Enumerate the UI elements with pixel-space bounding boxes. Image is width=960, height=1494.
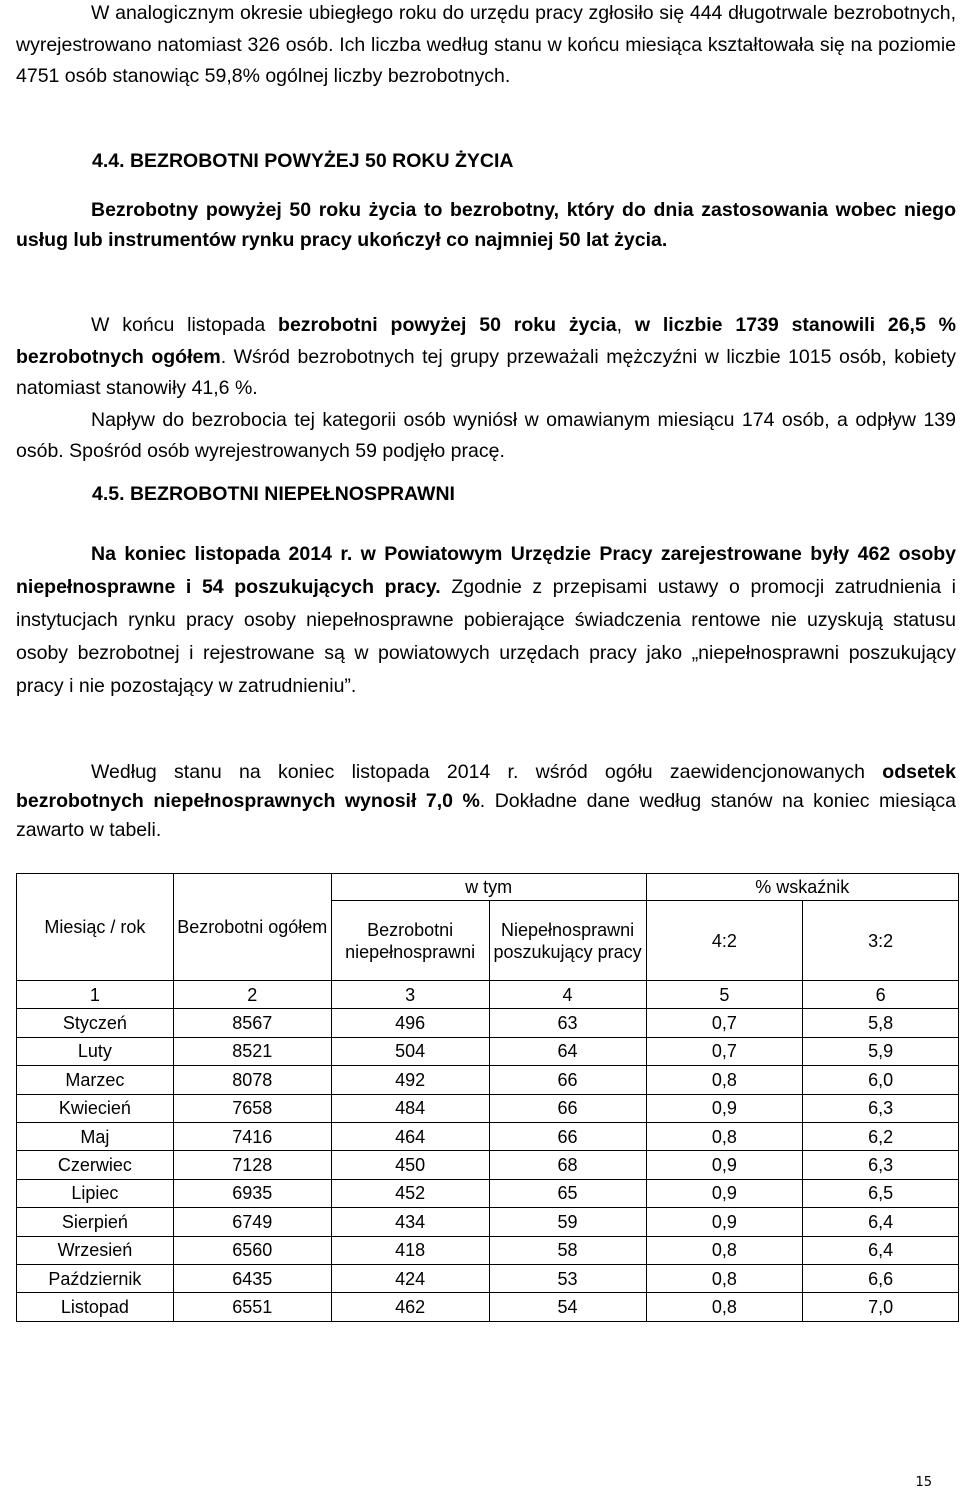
header-total: Bezrobotni ogółem xyxy=(173,874,331,981)
value-cell: 8078 xyxy=(173,1066,331,1094)
column-number: 4 xyxy=(489,981,646,1009)
value-cell: 63 xyxy=(489,1009,646,1037)
value-cell: 66 xyxy=(489,1094,646,1122)
inflow-paragraph: Napływ do bezrobocia tej kategorii osób wyniósł w omawianym miesiącu 174 osób, a odpływ 139 osób. Spośród osób wyrejestrowanych 59 podjęło pracę. xyxy=(16,408,956,462)
disabled-paragraph xyxy=(16,538,956,703)
value-cell: 6,2 xyxy=(803,1122,959,1150)
value-cell: 450 xyxy=(331,1151,489,1179)
over50-text-b: bezrobotni powyżej 50 roku życia xyxy=(278,314,617,336)
table-body xyxy=(17,981,959,1322)
month-cell: Sierpień xyxy=(17,1208,174,1236)
value-cell: 418 xyxy=(331,1236,489,1264)
page-number: 15 xyxy=(915,1475,932,1490)
value-cell: 424 xyxy=(331,1264,489,1292)
column-number: 1 xyxy=(17,981,174,1009)
table-row xyxy=(17,1009,959,1037)
header-ratio-3-2: 3:2 xyxy=(803,901,959,981)
percentage-text-a: Według stanu na koniec listopada 2014 r. wśród ogółu zaewidencjonowanych xyxy=(91,761,883,783)
value-cell: 65 xyxy=(489,1179,646,1207)
value-cell: 6551 xyxy=(173,1293,331,1321)
value-cell: 5,9 xyxy=(803,1037,959,1065)
section-heading-4-5: 4.5. BEZROBOTNI NIEPEŁNOSPRAWNI xyxy=(92,483,455,505)
header-w-tym: w tym xyxy=(331,874,646,901)
header-month: Miesiąc / rok xyxy=(17,874,174,981)
value-cell: 53 xyxy=(489,1264,646,1292)
table-row xyxy=(17,1094,959,1122)
table-row xyxy=(17,1264,959,1292)
value-cell: 504 xyxy=(331,1037,489,1065)
value-cell: 0,8 xyxy=(646,1066,803,1094)
table-row xyxy=(17,1208,959,1236)
over50-text-d: w liczbie 1739 stanowili 26,5 % bezrobotnych ogółem xyxy=(16,314,956,368)
value-cell: 434 xyxy=(331,1208,489,1236)
month-cell: Lipiec xyxy=(17,1179,174,1207)
table-row xyxy=(17,1122,959,1150)
month-cell: Październik xyxy=(17,1264,174,1292)
percentage-section xyxy=(16,758,956,845)
value-cell: 6,5 xyxy=(803,1179,959,1207)
value-cell: 68 xyxy=(489,1151,646,1179)
value-cell: 54 xyxy=(489,1293,646,1321)
table-row xyxy=(17,1151,959,1179)
column-numbers-row xyxy=(17,981,959,1009)
value-cell: 452 xyxy=(331,1179,489,1207)
value-cell: 464 xyxy=(331,1122,489,1150)
value-cell: 0,8 xyxy=(646,1264,803,1292)
value-cell: 66 xyxy=(489,1066,646,1094)
column-number: 6 xyxy=(803,981,959,1009)
value-cell: 58 xyxy=(489,1236,646,1264)
value-cell: 0,9 xyxy=(646,1094,803,1122)
value-cell: 0,7 xyxy=(646,1009,803,1037)
value-cell: 0,9 xyxy=(646,1208,803,1236)
percentage-paragraph xyxy=(16,758,956,845)
month-cell: Listopad xyxy=(17,1293,174,1321)
percentage-text-c: . Dokładne dane według stanów na koniec miesiąca zawarto w tabeli. xyxy=(16,790,956,841)
column-number: 2 xyxy=(173,981,331,1009)
definition-paragraph: Bezrobotny powyżej 50 roku życia to bezrobotny, który do dnia zastosowania wobec niego usług lub instrumentów rynku pracy ukończył co najmniej 50 lat życia. xyxy=(16,199,956,251)
over50-paragraph xyxy=(16,310,956,405)
value-cell: 5,8 xyxy=(803,1009,959,1037)
intro-section xyxy=(16,0,956,93)
value-cell: 6435 xyxy=(173,1264,331,1292)
value-cell: 6,6 xyxy=(803,1264,959,1292)
intro-paragraph: W analogicznym okresie ubiegłego roku do urzędu pracy zgłosiło się 444 długotrwale bezrobotnych, wyrejestrowano natomiast 326 osób. Ich liczba według stanu w końcu miesiąca kształtowała się na poziomie 4751 osób stanowiąc 59,8% ogólnej liczby bezrobotnych. xyxy=(16,2,956,87)
value-cell: 0,8 xyxy=(646,1122,803,1150)
over50-text-e: . Wśród bezrobotnych tej grupy przeważali mężczyźni w liczbie 1015 osób, kobiety natomiast stanowiły 41,6 %. xyxy=(16,345,956,399)
value-cell: 6935 xyxy=(173,1179,331,1207)
table-row xyxy=(17,1293,959,1321)
column-number: 5 xyxy=(646,981,803,1009)
month-cell: Kwiecień xyxy=(17,1094,174,1122)
table-row xyxy=(17,1236,959,1264)
value-cell: 7128 xyxy=(173,1151,331,1179)
value-cell: 7416 xyxy=(173,1122,331,1150)
value-cell: 0,9 xyxy=(646,1179,803,1207)
header-seeking: Niepełnosprawni poszukujący pracy xyxy=(489,901,646,981)
value-cell: 496 xyxy=(331,1009,489,1037)
header-ratio-4-2: 4:2 xyxy=(646,901,803,981)
value-cell: 6,4 xyxy=(803,1236,959,1264)
value-cell: 6,0 xyxy=(803,1066,959,1094)
header-disabled: Bezrobotni niepełnosprawni xyxy=(331,901,489,981)
value-cell: 8521 xyxy=(173,1037,331,1065)
over50-text-c: , xyxy=(616,314,635,336)
value-cell: 6,3 xyxy=(803,1151,959,1179)
disabled-text-bold: Na koniec listopada 2014 r. w Powiatowym Urzędzie Pracy zarejestrowane były 462 osoby niepełnosprawne i 54 poszukujących pracy. xyxy=(16,543,956,598)
value-cell: 7,0 xyxy=(803,1293,959,1321)
table-row xyxy=(17,1066,959,1094)
disabled-text-rest: Zgodnie z przepisami ustawy o promocji zatrudnienia i instytucjach rynku pracy osoby niepełnosprawne pobierające świadczenia rentowe nie uzyskują statusu osoby bezrobotnej i rejestrowane są w powiatowych urzędach pracy jako „niepełnosprawni poszukujący pracy i nie pozostający w zatrudnieniu”. xyxy=(16,576,956,697)
section-heading-4-4: 4.4. BEZROBOTNI POWYŻEJ 50 ROKU ŻYCIA xyxy=(92,150,514,172)
value-cell: 0,8 xyxy=(646,1236,803,1264)
value-cell: 484 xyxy=(331,1094,489,1122)
over50-section xyxy=(16,310,956,468)
table-row xyxy=(17,1037,959,1065)
value-cell: 6560 xyxy=(173,1236,331,1264)
percentage-text-b: odsetek bezrobotnych niepełnosprawnych wynosił 7,0 % xyxy=(16,761,956,812)
value-cell: 492 xyxy=(331,1066,489,1094)
value-cell: 6,3 xyxy=(803,1094,959,1122)
header-pct: % wskaźnik xyxy=(646,874,958,901)
disabled-section xyxy=(16,538,956,703)
definition-section xyxy=(16,196,956,255)
over50-text-a: W końcu listopada xyxy=(91,314,279,336)
value-cell: 0,7 xyxy=(646,1037,803,1065)
column-number: 3 xyxy=(331,981,489,1009)
value-cell: 0,9 xyxy=(646,1151,803,1179)
value-cell: 8567 xyxy=(173,1009,331,1037)
value-cell: 6,4 xyxy=(803,1208,959,1236)
month-cell: Luty xyxy=(17,1037,174,1065)
value-cell: 7658 xyxy=(173,1094,331,1122)
disabled-unemployed-table xyxy=(16,873,959,1322)
month-cell: Czerwiec xyxy=(17,1151,174,1179)
value-cell: 66 xyxy=(489,1122,646,1150)
month-cell: Styczeń xyxy=(17,1009,174,1037)
month-cell: Wrzesień xyxy=(17,1236,174,1264)
value-cell: 59 xyxy=(489,1208,646,1236)
value-cell: 0,8 xyxy=(646,1293,803,1321)
value-cell: 462 xyxy=(331,1293,489,1321)
value-cell: 6749 xyxy=(173,1208,331,1236)
month-cell: Maj xyxy=(17,1122,174,1150)
month-cell: Marzec xyxy=(17,1066,174,1094)
value-cell: 64 xyxy=(489,1037,646,1065)
table-row xyxy=(17,1179,959,1207)
